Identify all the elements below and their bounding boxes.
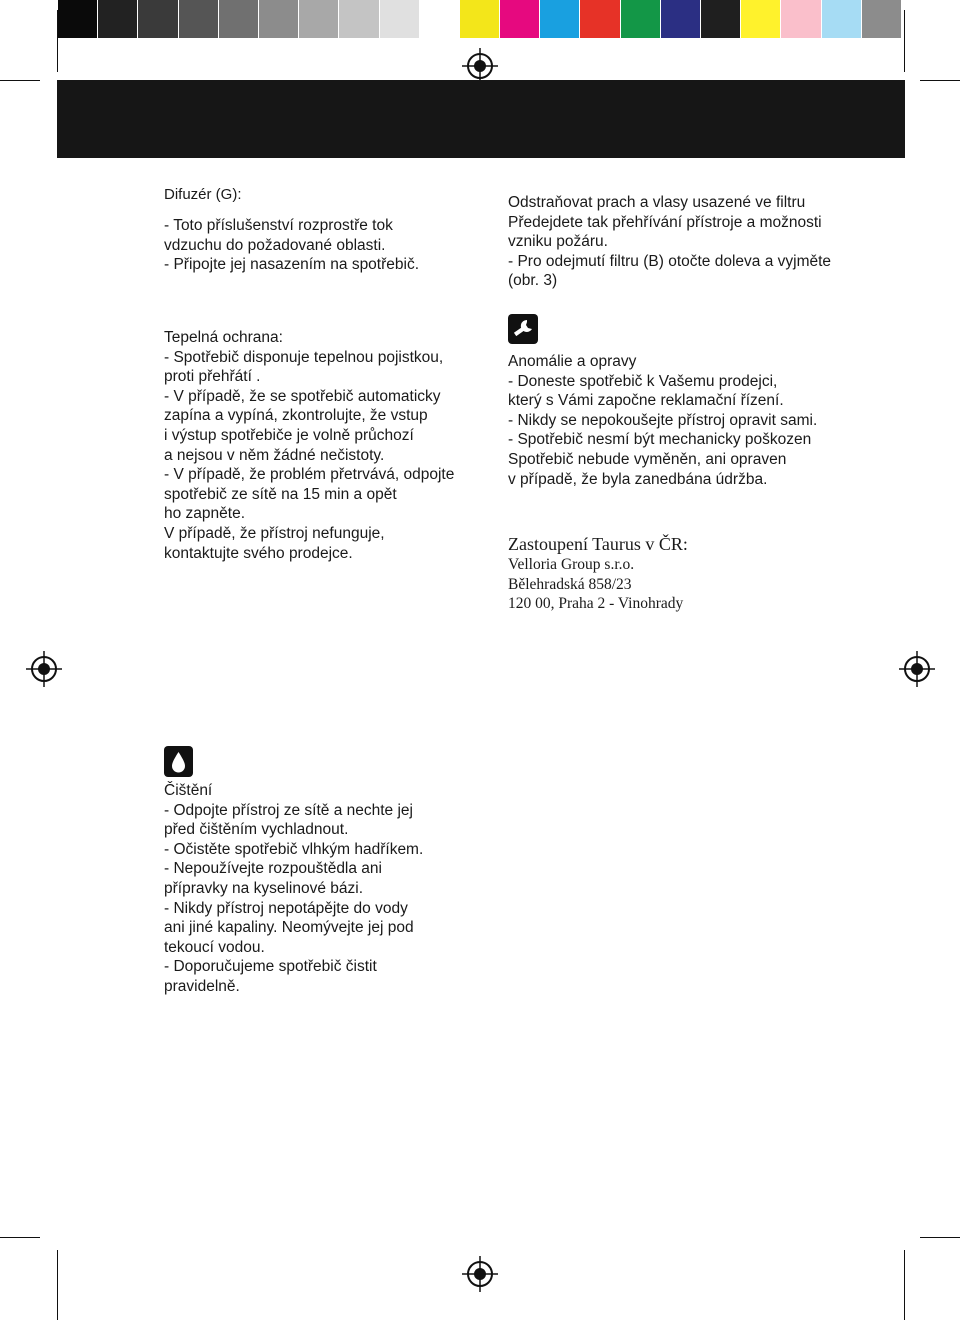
water-drop-icon — [164, 746, 193, 777]
color-swatch — [219, 0, 259, 38]
color-swatch — [661, 0, 701, 38]
cleaning-text: Čištění - Odpojte přístroj ze sítě a nechte jej před čištěním vychladnout. - Očistěte spotřebič vlhkým hadříkem. - Nepoužívejte rozpouštědla ani přípravky na kyselinové bázi. - Nikdy přístroj nepotápějte do vody ani jiné kapaliny. Neomývejte jej pod tekoucí vodou. - Doporučujeme spotřebič čistit pravidelně. — [164, 782, 424, 995]
color-swatch — [781, 0, 821, 38]
color-swatch — [621, 0, 661, 38]
color-swatch — [380, 0, 420, 38]
thermal-protection-text: Tepelná ochrana: - Spotřebič disponuje tepelnou pojistkou, proti přehřátí . - V případě, že se spotřebič automaticky zapína a vypíná, zkontrolujte, že vstup i výstup spotřebiče je volně průchozí a nejsou v něm žádné nečistoty. - V případě, že problém přetrvává, odpojte spotřebič ze sítě na 15 min a opět ho zapněte. V případě, že přístroj nefunguje, kontaktujte svého prodejce. — [164, 329, 455, 562]
color-swatch — [138, 0, 178, 38]
crop-mark — [904, 1250, 905, 1320]
color-swatch — [259, 0, 299, 38]
color-swatch — [822, 0, 862, 38]
registration-mark-icon — [899, 651, 935, 687]
color-swatch — [741, 0, 781, 38]
crop-mark — [0, 80, 40, 81]
crop-mark — [920, 80, 960, 81]
header-band — [57, 80, 905, 158]
registration-mark-icon — [462, 48, 498, 84]
color-swatch — [98, 0, 138, 38]
filter-text: Odstraňovat prach a vlasy usazené ve filtru Předejdete tak přehřívání přístroje a možnosti vzniku požáru. - Pro odejmutí filtru (B) otočte doleva a vyjměte (obr. 3) — [508, 194, 832, 290]
color-swatch — [299, 0, 339, 38]
contact-title: Zastoupení Taurus v ČR: — [508, 534, 688, 554]
registration-mark-icon — [26, 651, 62, 687]
crop-mark — [57, 1250, 58, 1320]
color-swatch — [58, 0, 98, 38]
color-swatch — [339, 0, 379, 38]
registration-mark-icon — [462, 1256, 498, 1292]
color-swatch — [540, 0, 580, 38]
color-swatch — [500, 0, 540, 38]
crop-mark — [920, 1237, 960, 1238]
color-swatch — [862, 0, 902, 38]
crop-mark — [0, 1237, 40, 1238]
difuzer-heading: Difuzér (G): — [164, 186, 242, 203]
crop-mark — [57, 10, 58, 72]
color-swatch — [420, 0, 460, 38]
color-swatch — [580, 0, 620, 38]
color-swatch — [701, 0, 741, 38]
color-swatch — [179, 0, 219, 38]
repairs-text: Anomálie a opravy - Doneste spotřebič k Vašemu prodejci, který s Vámi započne reklamační řízení. - Nikdy se nepokoušejte přístroj opravit sami. - Spotřebič nesmí být mechanicky poškozen Spotřebič nebude vyměněn, ani opraven v případě, že byla zanedbána údržba. — [508, 353, 818, 488]
crop-mark — [904, 10, 905, 72]
contact-address: Velloria Group s.r.o. Bělehradská 858/23 120 00, Praha 2 - Vinohrady — [508, 556, 684, 613]
color-calibration-bar — [58, 0, 902, 38]
wrench-icon — [508, 314, 538, 344]
color-swatch — [460, 0, 500, 38]
difuzer-text: - Toto příslušenství rozprostře tok vdzuchu do požadované oblasti. - Připojte jej nasazením na spotřebič. — [164, 217, 420, 274]
